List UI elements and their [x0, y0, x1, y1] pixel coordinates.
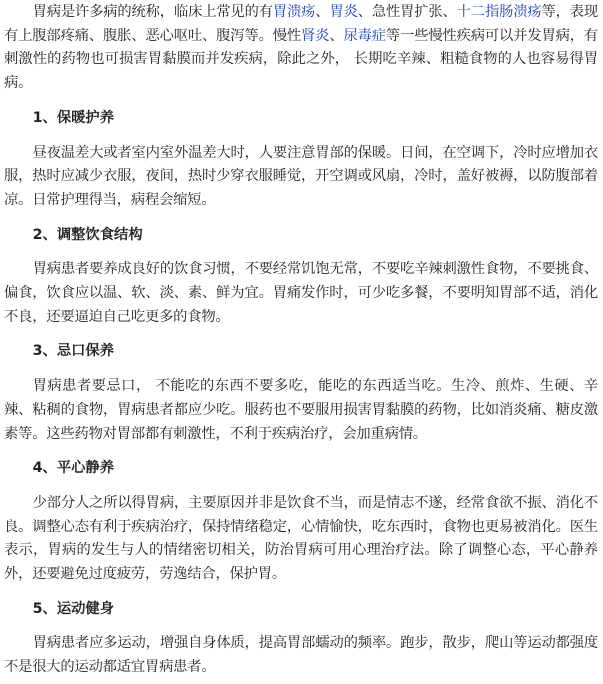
- spacer: [4, 446, 598, 457]
- intro-paragraph: [4, 0, 598, 96]
- section-body: 胃病患者应多运动，增强自身体质，提高胃部蠕动的频率。跑步，散步，爬山等运动都强度不是很大的运动都适宜胃病患者。: [4, 635, 598, 676]
- intro-text: 、: [329, 27, 344, 44]
- spacer: [4, 481, 598, 492]
- section-body: 昼夜温差大或者室内室外温差大时，人要注意胃部的保暖。日间，在空调下，冷时应增加衣服，热时应减少衣服，夜间，热时少穿衣服睡觉，开空调或风扇，冷时，盖好被褥，以防腹部着凉。日常护理得当，病程会缩短。: [4, 144, 598, 208]
- spacer: [4, 329, 598, 340]
- spacer: [4, 131, 598, 142]
- intro-text: 胃病是许多病的统称，临床上常见的有: [32, 4, 273, 20]
- spacer: [4, 96, 598, 107]
- link-duodenal-ulcer[interactable]: 十二指肠溃疡: [456, 4, 542, 20]
- spacer: [4, 247, 598, 258]
- section-heading: 2、调整饮食结构: [32, 226, 143, 243]
- intro-text: 、: [315, 4, 330, 20]
- section-heading: 3、忌口保养: [32, 343, 115, 360]
- section-body: 胃病患者要养成良好的饮食习惯，不要经常饥饱无常，不要吃辛辣刺激性食物，不要挑食、偏食，饮食应以温、软、淡、素、鲜为宜。胃痛发作时，可少吃多餐，不要明知胃部不适，消化不良，还要逼迫自己吃更多的食物。: [4, 261, 598, 325]
- link-nephritis[interactable]: 肾炎: [301, 27, 330, 44]
- section-body: 少部分人之所以得胃病，主要原因并非是饮食不当，而是情志不遂，经常食欲不振、消化不良。调整心态有利于疾病治疗，保持情绪稳定，心情愉快，吃东西时，食物也更易被消化。医生表示，胃病的发生与人的情绪密切相关，防治胃病可用心理治疗法。除了调整心态，平心静养外，还要避免过度疲劳，劳逸结合，保护胃。: [4, 494, 598, 583]
- spacer: [4, 213, 598, 224]
- section-heading: 1、保暖护养: [32, 109, 115, 126]
- section-heading: 5、运动健身: [32, 600, 115, 617]
- spacer: [4, 364, 598, 375]
- spacer: [4, 621, 598, 632]
- section-heading: 4、平心静养: [32, 460, 115, 477]
- link-gastritis[interactable]: 胃炎: [329, 4, 358, 20]
- section-body: 胃病患者要忌口， 不能吃的东西不要多吃，能吃的东西适当吃。生冷、煎炸、生硬、辛辣、粘稠的食物，胃病患者都应少吃。服药也不要服用损害胃黏膜的药物，比如消炎痛、糖皮激素等。这些药物对胃部都有刺激性，不利于疾病治疗，会加重病情。: [4, 378, 598, 442]
- link-uremia[interactable]: 尿毒症: [343, 27, 386, 44]
- article: [4, 0, 598, 680]
- intro-text: 等，表现有上腹部疼痛、腹胀、恶心呕吐、腹泻等。慢性: [4, 4, 598, 44]
- intro-text: 、急性胃扩张、: [357, 4, 457, 20]
- link-gastric-ulcer[interactable]: 胃溃疡: [272, 4, 316, 20]
- spacer: [4, 587, 598, 598]
- intro-text: 等一些慢性疾病可以并发胃病，有刺激性的药物也可损害胃黏膜而并发疾病，除此之外， 长期吃辛辣、粗糙食物的人也容易得胃病。: [4, 27, 599, 92]
